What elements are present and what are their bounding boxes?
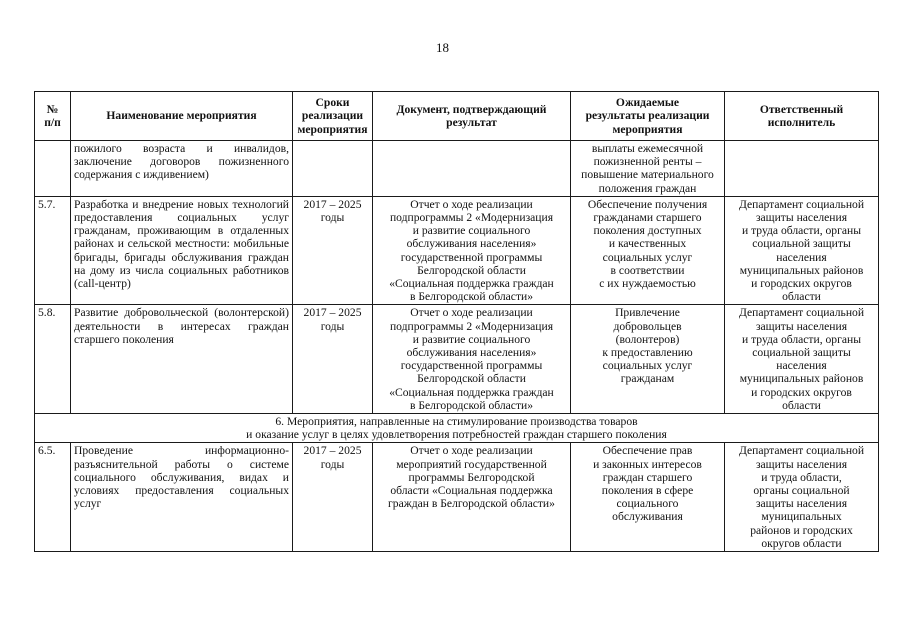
header-num: № п/п	[35, 92, 71, 141]
header-name: Наименование мероприятия	[71, 92, 293, 141]
row-document: Отчет о ходе реализации мероприятий государственной программы Белгородской области «Социальная поддержка граждан в Белгородской области»	[373, 443, 571, 552]
page-number: 18	[436, 40, 449, 55]
row-num: 6.5.	[35, 443, 71, 552]
table-row	[35, 196, 879, 305]
table-header-row	[35, 92, 879, 141]
table-row	[35, 141, 879, 197]
row-expected: выплаты ежемесячной пожизненной ренты – повышение материального положения граждан	[571, 141, 725, 197]
row-num	[35, 141, 71, 197]
section-title: 6. Мероприятия, направленные на стимулирование производства товаров и оказание услуг в целях удовлетворения потребностей граждан старшего поколения	[35, 414, 879, 443]
row-responsible: Департамент социальной защиты населения и труда области, органы социальной защиты населения муниципальных районов и городских округов области	[725, 196, 879, 305]
row-responsible: Департамент социальной защиты населения и труда области, органы социальной защиты населения муниципальных районов и городских округов области	[725, 443, 879, 552]
row-terms: 2017 – 2025 годы	[293, 196, 373, 305]
row-document	[373, 141, 571, 197]
row-responsible	[725, 141, 879, 197]
row-expected: Привлечение добровольцев (волонтеров) к предоставлению социальных услуг гражданам	[571, 305, 725, 414]
section-row	[35, 414, 879, 443]
table-row	[35, 443, 879, 552]
header-terms: Сроки реализации мероприятия	[293, 92, 373, 141]
row-terms	[293, 141, 373, 197]
table-row	[35, 305, 879, 414]
row-num: 5.8.	[35, 305, 71, 414]
row-name: Проведение информационно-разъяснительной работы о системе социального обслуживания, видах и условиях предоставления социальных услуг	[71, 443, 293, 552]
row-expected: Обеспечение прав и законных интересов граждан старшего поколения в сфере социального обслуживания	[571, 443, 725, 552]
row-name: Разработка и внедрение новых технологий предоставления социальных услуг гражданам, проживающим в отдаленных районах и сельской местности: мобильные бригады, бригады обслуживания граждан на дому из числа социальных работников (call-центр)	[71, 196, 293, 305]
row-name: Развитие добровольческой (волонтерской) деятельности в интересах граждан старшего поколения	[71, 305, 293, 414]
row-expected: Обеспечение получения гражданами старшего поколения доступных и качественных социальных услуг в соответствии с их нуждаемостью	[571, 196, 725, 305]
row-name: пожилого возраста и инвалидов, заключение договоров пожизненного содержания с иждивением)	[71, 141, 293, 197]
header-expected: Ожидаемые результаты реализации мероприятия	[571, 92, 725, 141]
row-responsible: Департамент социальной защиты населения и труда области, органы социальной защиты населения муниципальных районов и городских округов области	[725, 305, 879, 414]
measures-table	[34, 91, 879, 552]
row-num: 5.7.	[35, 196, 71, 305]
header-document: Документ, подтверждающий результат	[373, 92, 571, 141]
row-terms: 2017 – 2025 годы	[293, 305, 373, 414]
header-responsible: Ответственный исполнитель	[725, 92, 879, 141]
row-document: Отчет о ходе реализации подпрограммы 2 «Модернизация и развитие социального обслуживания населения» государственной программы Белгородской области «Социальная поддержка граждан в Белгородской области»	[373, 305, 571, 414]
row-terms: 2017 – 2025 годы	[293, 443, 373, 552]
row-document: Отчет о ходе реализации подпрограммы 2 «Модернизация и развитие социального обслуживания населения» государственной программы Белгородской области «Социальная поддержка граждан в Белгородской области»	[373, 196, 571, 305]
